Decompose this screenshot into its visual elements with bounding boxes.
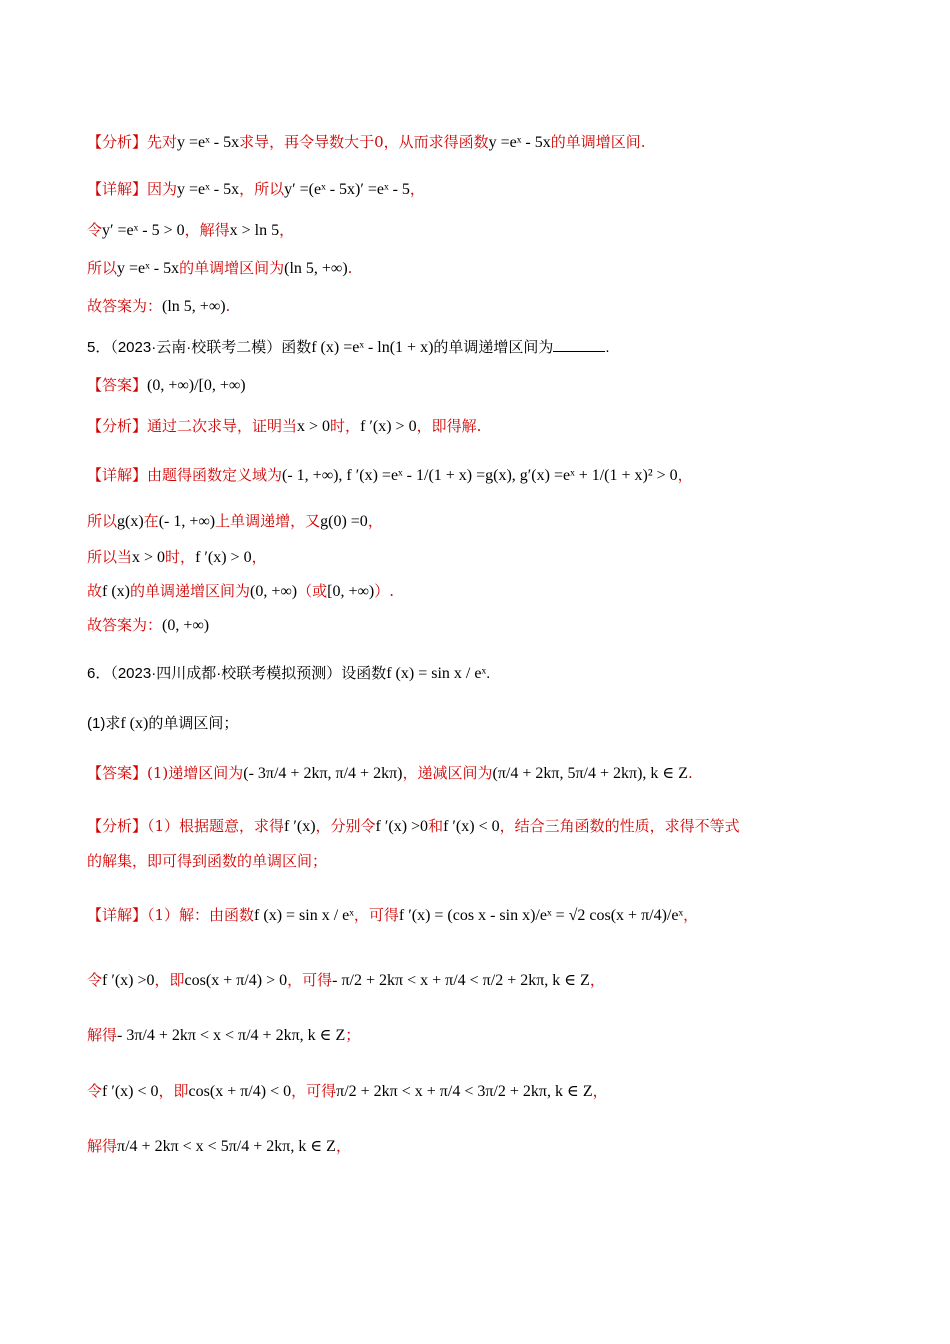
math-expression: f ′(x) > 0 (195, 549, 252, 566)
text-segment: 时， (330, 417, 361, 435)
text-segment: 的单调递增区间为 (433, 339, 554, 356)
math-expression: π/2 + 2kπ < x + π/4 < 3π/2 + 2kπ, k ∈ Z (336, 1083, 593, 1100)
text-segment: ，即 (154, 971, 185, 989)
math-expression: f (x) = sin x / eˣ (254, 907, 354, 924)
text-segment: 令 (87, 1082, 103, 1100)
math-expression: (0, +∞) (250, 583, 298, 600)
text-segment: ， (367, 512, 383, 530)
math-expression: - π/2 + 2kπ < x + π/4 < π/2 + 2kπ, k ∈ Z (332, 972, 590, 989)
text-segment: ， (589, 971, 605, 989)
text-segment: 所以 (87, 259, 118, 277)
text-segment: ， (409, 180, 425, 198)
math-expression: (ln 5, +∞) (284, 260, 348, 277)
text-segment: 所以 (87, 512, 118, 530)
text-segment: ， (335, 1137, 351, 1155)
math-expression: f ′(x) = (cos x - sin x)/eˣ = √2 cos(x + π/4)/eˣ (398, 907, 684, 924)
text-segment: 5．（2023·云南·校联考二模）函数 (87, 339, 312, 356)
text-segment: 的单调区间； (148, 715, 239, 732)
analysis-line-q6-2 (87, 850, 327, 872)
solution-line-q4-1 (87, 178, 425, 201)
math-expression: y =eˣ - 5x (177, 181, 240, 198)
math-expression: g(x) (117, 513, 144, 530)
math-expression: f (x) = sin x / eˣ (386, 665, 487, 682)
text-segment: ，即得解. (416, 417, 482, 435)
solution-line-q6-4 (87, 1080, 608, 1103)
text-segment: 的单调增区间为 (179, 259, 285, 277)
text-segment: 【分析】先对 (87, 133, 178, 151)
text-segment: 【详解】因为 (87, 180, 178, 198)
text-segment: . (225, 297, 231, 315)
analysis-line-q5 (87, 415, 481, 438)
text-segment: 【答案】(1)递增区间为 (87, 764, 244, 782)
analysis-line-q6-1 (87, 815, 740, 838)
text-segment: . (688, 764, 693, 782)
text-segment: ，分别令 (315, 817, 376, 835)
math-expression: [0, +∞) (327, 583, 375, 600)
text-segment: (1)求 (87, 715, 121, 732)
math-expression: f (x) (102, 583, 130, 600)
math-expression: y′ =(eˣ - 5x)′ =eˣ - 5 (284, 181, 410, 198)
text-segment: 时， (165, 548, 196, 566)
text-segment: 的单调增区间. (550, 133, 646, 151)
text-segment: 6．（2023·四川成都·校联考模拟预测）设函数 (87, 665, 387, 682)
text-segment: ； (345, 1026, 361, 1044)
math-expression: (0, +∞) (162, 617, 210, 634)
question-6-part-1 (87, 712, 238, 735)
math-expression: x > 0 (297, 418, 331, 435)
math-expression: cos(x + π/4) > 0 (184, 972, 288, 989)
text-segment: 令 (87, 221, 103, 239)
text-segment: ，递减区间为 (402, 764, 493, 782)
solution-line-q6-5 (87, 1135, 351, 1158)
math-expression: (π/4 + 2kπ, 5π/4 + 2kπ), k ∈ Z (492, 765, 689, 782)
text-segment: 【分析】（1）根据题意，求得 (87, 817, 285, 835)
math-expression: y =eˣ - 5x (177, 134, 240, 151)
text-segment: 解得 (87, 1026, 118, 1044)
text-segment: 【详解】由题得函数定义域为 (87, 466, 283, 484)
math-expression: y =eˣ - 5x (488, 134, 551, 151)
math-expression: f ′(x) (284, 818, 316, 835)
text-segment: ）. (374, 582, 394, 600)
text-segment: ， (677, 466, 693, 484)
text-segment: 在 (143, 512, 159, 530)
text-segment: ，可得 (291, 1082, 337, 1100)
math-expression: x > 0 (132, 549, 166, 566)
text-segment: . (605, 339, 610, 356)
text-segment: . (486, 665, 491, 682)
text-segment: ，所以 (239, 180, 285, 198)
solution-line-q5-2 (87, 510, 383, 533)
text-segment: ， (279, 221, 295, 239)
text-segment: 【分析】通过二次求导，证明当 (87, 417, 298, 435)
text-segment: 所以当 (87, 548, 133, 566)
math-expression: f ′(x) < 0 (443, 818, 500, 835)
math-expression: f (x) =eˣ - ln(1 + x) (311, 339, 434, 356)
math-expression: y′ =eˣ - 5 > 0 (102, 222, 185, 239)
math-expression: f ′(x) >0 (375, 818, 429, 835)
math-expression: - 3π/4 + 2kπ < x < π/4 + 2kπ, k ∈ Z (117, 1027, 346, 1044)
text-segment: 的解集，即可得到函数的单调区间； (87, 852, 328, 870)
text-segment: （或 (297, 582, 328, 600)
math-expression: π/4 + 2kπ < x < 5π/4 + 2kπ, k ∈ Z (117, 1138, 336, 1155)
text-segment: 【答案】 (87, 376, 148, 394)
answer-blank (553, 337, 605, 352)
text-segment: 故答案为： (87, 616, 163, 634)
math-expression: (- 1, +∞) (158, 513, 216, 530)
math-expression: x > ln 5 (229, 222, 280, 239)
text-segment: 的单调递增区间为 (130, 582, 251, 600)
answer-line-q5 (87, 374, 246, 397)
text-segment: 解得 (87, 1137, 118, 1155)
math-expression: f ′(x) > 0 (360, 418, 417, 435)
text-segment: ， (592, 1082, 608, 1100)
final-answer-q5 (87, 614, 209, 637)
math-expression: (- 1, +∞), f ′(x) =eˣ - 1/(1 + x) =g(x), g′(x) =eˣ + 1/(1 + x)² > 0 (282, 467, 678, 484)
solution-line-q4-2 (87, 219, 294, 242)
solution-line-q5-1 (87, 464, 693, 487)
text-segment: 故 (87, 582, 103, 600)
answer-line-q6 (87, 762, 693, 785)
math-expression: y =eˣ - 5x (117, 260, 180, 277)
solution-line-q5-4 (87, 580, 394, 603)
analysis-line-q4 (87, 131, 646, 154)
text-segment: 令 (87, 971, 103, 989)
text-segment: ，即 (158, 1082, 189, 1100)
text-segment: ，解得 (184, 221, 230, 239)
math-expression: g(0) =0 (320, 513, 368, 530)
text-segment: 求导，再令导数大于0，从而求得函数 (239, 133, 489, 151)
solution-line-q6-3 (87, 1024, 360, 1047)
text-segment: . (347, 259, 353, 277)
question-6 (87, 662, 490, 685)
text-segment: ， (251, 548, 267, 566)
solution-line-q5-3 (87, 546, 267, 569)
math-expression: (ln 5, +∞) (162, 298, 226, 315)
text-segment: ， (683, 906, 699, 924)
text-segment: ，可得 (287, 971, 333, 989)
text-segment: 【详解】（1）解：由函数 (87, 906, 255, 924)
math-expression: (0, +∞)/[0, +∞) (147, 377, 246, 394)
solution-line-q6-2 (87, 969, 605, 992)
text-segment: 上单调递增，又 (215, 512, 321, 530)
math-expression: f (x) (120, 715, 149, 732)
question-5 (87, 336, 610, 359)
text-segment: 故答案为： (87, 297, 163, 315)
text-segment: 和 (428, 817, 444, 835)
solution-line-q4-3 (87, 257, 352, 280)
text-segment: ，结合三角函数的性质，求得不等式 (499, 817, 740, 835)
math-expression: (- 3π/4 + 2kπ, π/4 + 2kπ) (243, 765, 403, 782)
answer-line-q4 (87, 295, 230, 318)
text-segment: ，可得 (353, 906, 399, 924)
solution-line-q6-1 (87, 904, 698, 927)
math-expression: f ′(x) >0 (102, 972, 155, 989)
math-expression: f ′(x) < 0 (102, 1083, 159, 1100)
math-expression: cos(x + π/4) < 0 (188, 1083, 292, 1100)
